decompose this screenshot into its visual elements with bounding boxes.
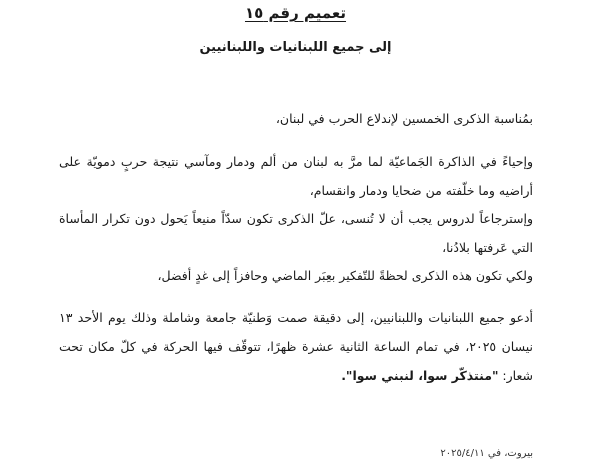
paragraph-reflection: ولكي تكون هذه الذكرى لحظةً للتّفكير بعِبَر الماضي وحافزاً إلى غدٍ أفضل،	[157, 268, 533, 283]
place-date: بيروت، في ٢٠٢٥/٤/١١	[440, 448, 533, 459]
addressee-line: إلى جميع اللبنانيات واللبنانيين	[199, 40, 392, 55]
paragraph-call-to-silence	[59, 303, 533, 390]
circular-title: تعميم رقم ١٥	[244, 4, 347, 22]
call-to-silence-text: أدعو جميع اللبنانيات واللبنانيين، إلى دقيقة صمت وَطنيّة جامعة وشاملة وذلك يوم الأحد ١٣ نيسان ٢٠٢٥، في تمام الساعة الثانية عشرة ظهرًا، تتوقّف فيها الحركة في كلّ مكان تحت شعار:	[59, 310, 533, 383]
paragraph-occasion: بمُناسبة الذكرى الخمسين لإندلاع الحرب في لبنان،	[275, 111, 533, 126]
slogan: "منتذكّر سوا، لنبني سوا".	[341, 368, 499, 383]
paragraph-lessons: وإسترجاعاً لدروس يجب أن لا تُنسى، علّ الذكرى تكون سدّاً منيعاً يَحول دون تكرار المأساة التي عَرفتها بلادُنا،	[59, 211, 533, 255]
paragraph-remembrance: وإحياءً في الذاكرة الجَماعيّة لما مرَّ به لبنان من ألم ودمار ومآسي نتيجة حربٍ دمويّة على أراضيه وما خلّفته من ضحايا ودمار وانقسام،	[59, 154, 533, 198]
